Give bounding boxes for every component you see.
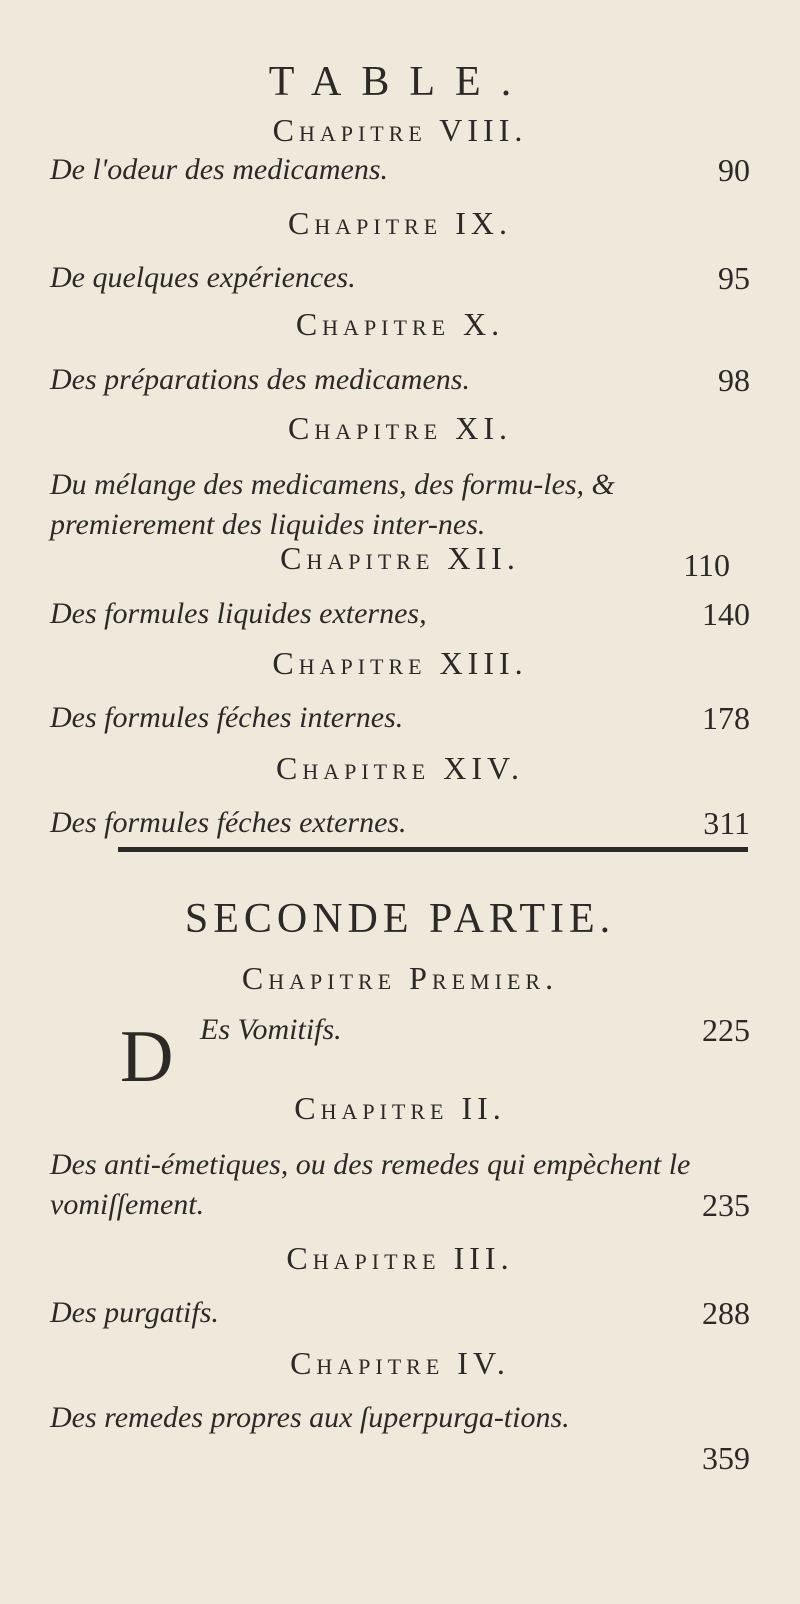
table-entry	[50, 803, 750, 843]
chapter-title: Chapitre XI.	[288, 410, 512, 446]
chapter-title: Chapitre Premier.	[241, 960, 559, 996]
chapter-title: Chapitre XIII.	[272, 645, 528, 681]
chapter-title: Chapitre II.	[294, 1090, 506, 1126]
page-number: 225	[702, 1012, 750, 1048]
entry-text: Des formules féches internes.	[50, 701, 404, 734]
chapter-title: Chapitre IX.	[288, 205, 512, 241]
entry-text: Du mélange des medicamens, des formu-les, & premierement des liquides inter-nes.	[50, 468, 615, 541]
entry-text: Es Vomitifs.	[200, 1013, 342, 1046]
page-number: 178	[702, 700, 750, 736]
entry-text: Des formules liquides externes,	[50, 597, 427, 630]
table-entry	[50, 594, 750, 634]
chapter-title: Chapitre III.	[286, 1240, 514, 1276]
table-entry	[50, 360, 750, 400]
page-number: 110	[683, 547, 730, 583]
table-entry	[50, 1145, 750, 1225]
page-number: 95	[718, 260, 750, 296]
page-number: 311	[703, 805, 750, 841]
table-entry	[50, 1293, 750, 1333]
table-title: TABLE.	[268, 59, 532, 105]
entry-text: Des purgatifs.	[50, 1296, 219, 1329]
entry-text: Des anti-émetiques, ou des remedes qui empèchent le vomiſſement.	[50, 1148, 691, 1221]
table-entry	[200, 1010, 750, 1050]
page-number: 288	[702, 1295, 750, 1331]
entry-text: Des préparations des medicamens.	[50, 363, 470, 396]
chapter-title: Chapitre X.	[295, 306, 505, 342]
chapter-title: Chapitre VIII.	[272, 112, 528, 148]
page-number: 90	[718, 152, 750, 188]
table-entry	[50, 150, 750, 190]
page-number: 98	[718, 362, 750, 398]
entry-text: De l'odeur des medicamens.	[50, 153, 388, 186]
page-number: 235	[702, 1187, 750, 1223]
table-entry	[50, 258, 750, 298]
drop-cap: D	[120, 1016, 174, 1098]
table-entry	[50, 1398, 750, 1476]
table-entry	[50, 698, 750, 738]
chapter-title: Chapitre XIV.	[276, 750, 524, 786]
page-number: 140	[702, 596, 750, 632]
chapter-title: Chapitre IV.	[290, 1345, 510, 1381]
section-divider	[118, 847, 748, 852]
entry-text: De quelques expériences.	[50, 261, 356, 294]
part-heading: SECONDE PARTIE.	[184, 896, 616, 942]
page-number: 359	[702, 1440, 750, 1476]
entry-text: Des formules féches externes.	[50, 806, 407, 839]
chapter-title: Chapitre XII.	[280, 540, 520, 576]
entry-text: Des remedes propres aux ſuperpurga-tions.	[50, 1401, 570, 1434]
